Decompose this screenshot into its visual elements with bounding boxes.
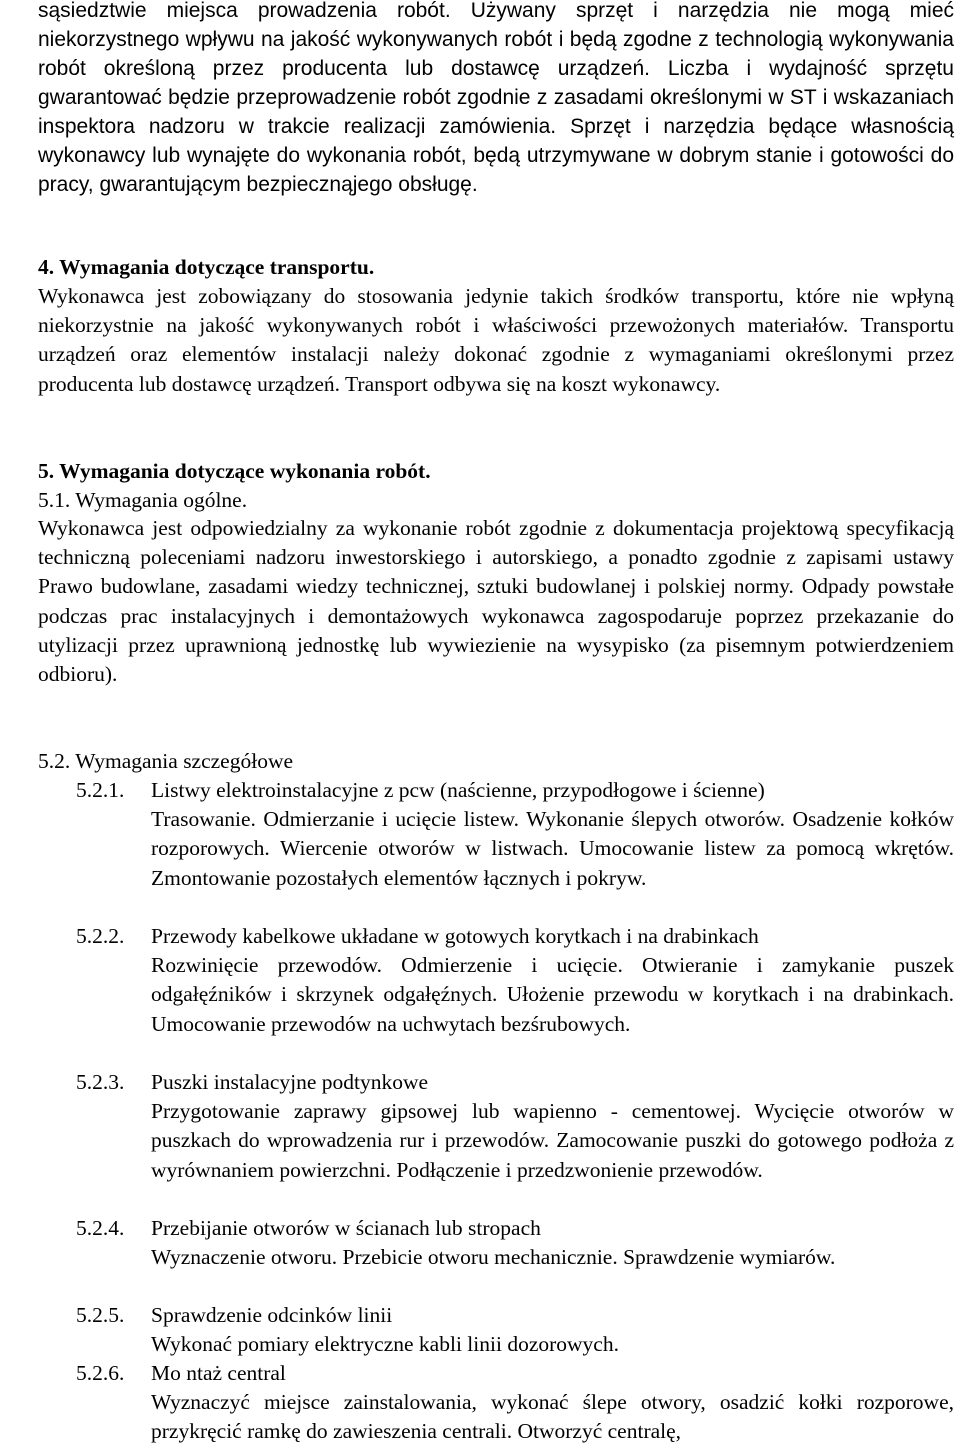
intro-paragraph: sąsiedztwie miejsca prowadzenia robót. Używany sprzęt i narzędzia nie mogą mieć niekorzystnego wpływu na jakość wykonywanych robót i będą zgodne z technologią wykonywania robót określoną przez producenta lub dostawcę urządzeń. Liczba i wydajność sprzętu gwarantować będzie przeprowadzenie robót zgodnie z zasadami określonymi w ST i wskazaniach inspektora nadzoru w trakcie realizacji zamówienia. Sprzęt i narzędzia będące własnością wykonawcy lub wynajęte do wykonania robót, będą utrzymywane w dobrym stanie i gotowości do pracy, gwarantującym bezpiecznąjego obsługę. bbox=[38, 0, 954, 196]
spec-item-number: 5.2.1. bbox=[76, 778, 125, 802]
section-5-2-heading: 5.2. Wymagania szczegółowe bbox=[38, 749, 294, 773]
section-5-1-paragraph: Wykonawca jest odpowiedzialny za wykonanie robót zgodnie z dokumentacja projektową specyfikacją techniczną poleceniami nadzoru inwestorskiego i autorskiego, a ponadto zgodnie z zapisami ustawy Prawo budowlane, zasadami wiedzy technicznej, sztuki budowlanej i polskiej normy. Odpady powstałe podczas prac instalacyjnych i demontażowych wykonawca zagospodaruje poprzez przekazanie do utylizacji przez uprawnioną jednostkę lub wywiezienie na wysypisko (za pisemnym potwierdzeniem odbioru). bbox=[38, 516, 954, 687]
spec-item-body: Przygotowanie zaprawy gipsowej lub wapienno - cementowej. Wycięcie otworów w puszkach do wprowadzenia rur i przewodów. Zamocowanie puszki do gotowego podłoża z wyrównaniem powierzchni. Podłączenie i przedzwonienie przewodów. bbox=[151, 1099, 954, 1182]
spec-item-title: Puszki instalacyjne podtynkowe bbox=[151, 1070, 429, 1094]
spec-item-number: 5.2.2. bbox=[76, 924, 125, 948]
section-4-heading: 4. Wymagania dotyczące transportu. bbox=[38, 255, 375, 279]
spec-item-body: Wyznaczyć miejsce zainstalowania, wykonać ślepe otwory, osadzić kołki rozporowe, przykręcić ramkę do zawieszenia centrali. Otworzyć centralę, bbox=[151, 1390, 954, 1444]
spec-item-title: Listwy elektroinstalacyjne z pcw (naścienne, przypodłogowe i ścienne) bbox=[151, 778, 765, 802]
spec-item-body: Wykonać pomiary elektryczne kabli linii dozorowych. bbox=[151, 1332, 619, 1357]
spec-item-body: Rozwinięcie przewodów. Odmierzenie i ucięcie. Otwieranie i zamykanie puszek odgałęźników i skrzynek odgałęźnych. Ułożenie przewodu w korytkach i na drabinkach. Umocowanie przewodów na uchwytach bezśrubowych. bbox=[151, 953, 954, 1036]
section-5-1-heading: 5.1. Wymagania ogólne. bbox=[38, 488, 248, 512]
spec-item-number: 5.2.5. bbox=[76, 1303, 125, 1327]
spec-item-title: Przebijanie otworów w ścianach lub stropach bbox=[151, 1216, 541, 1240]
spec-item-number: 5.2.6. bbox=[76, 1361, 125, 1385]
spec-item-body: Trasowanie. Odmierzanie i ucięcie listew. Wykonanie ślepych otworów. Osadzenie kołków rozporowych. Wiercenie otworów w listwach. Umocowanie listew za pomocą wkrętów. Zmontowanie pozostałych elementów łącznych i pokryw. bbox=[151, 807, 954, 890]
spec-item-body: Wyznaczenie otworu. Przebicie otworu mechanicznie. Sprawdzenie wymiarów. bbox=[151, 1245, 836, 1270]
section-5-heading: 5. Wymagania dotyczące wykonania robót. bbox=[38, 459, 431, 483]
spec-item-title: Przewody kabelkowe układane w gotowych korytkach i na drabinkach bbox=[151, 924, 759, 948]
section-4-paragraph: Wykonawca jest zobowiązany do stosowania jedynie takich środków transportu, które nie wpłyną niekorzystnie na jakość wykonywanych robót i właściwości przewożonych materiałów. Transportu urządzeń oraz elementów instalacji należy dokonać zgodnie z wymaganiami określonymi przez producenta lub dostawcę urządzeń. Transport odbywa się na koszt wykonawcy. bbox=[38, 284, 954, 396]
spec-item-number: 5.2.3. bbox=[76, 1070, 125, 1094]
spec-item-title: Sprawdzenie odcinków linii bbox=[151, 1303, 393, 1327]
spec-item-title: Mo ntaż central bbox=[151, 1361, 286, 1385]
spec-item-number: 5.2.4. bbox=[76, 1216, 125, 1240]
